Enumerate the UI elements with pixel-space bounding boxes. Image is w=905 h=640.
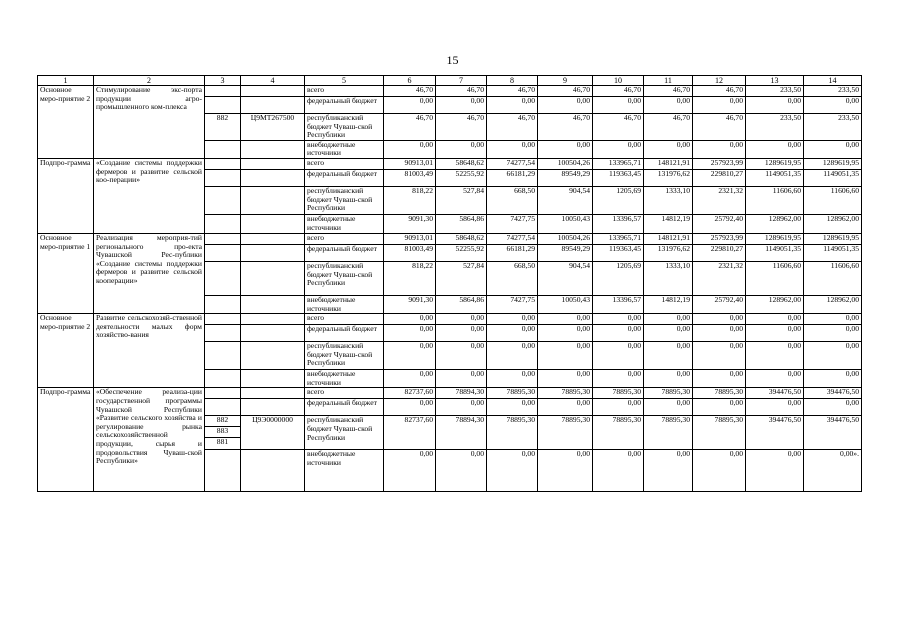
column-number: 8 [487, 76, 538, 86]
classification-code [241, 214, 305, 233]
amount-cell: 0,00 [693, 140, 746, 158]
amount-cell: 46,70 [593, 86, 644, 97]
amount-cell: 11606,60 [746, 261, 804, 295]
amount-cell: 1333,10 [644, 186, 693, 214]
amount-cell: 0,00 [804, 314, 862, 325]
amount-cell: 46,70 [644, 86, 693, 97]
amount-cell: 0,00 [804, 370, 862, 388]
amount-cell: 257923,99 [693, 233, 746, 244]
grbs-code [205, 86, 241, 97]
amount-cell: 0,00 [538, 370, 593, 388]
amount-cell: 78895,30 [538, 388, 593, 399]
amount-cell: 0,00 [644, 399, 693, 416]
amount-cell: 1149051,35 [746, 244, 804, 261]
funding-source: всего [305, 388, 384, 399]
amount-cell: 0,00 [538, 450, 593, 492]
column-number: 3 [205, 76, 241, 86]
amount-cell: 14812,19 [644, 295, 693, 313]
table-row [38, 158, 862, 169]
amount-cell: 10050,43 [538, 295, 593, 313]
amount-cell: 0,00 [487, 314, 538, 325]
grbs-code [205, 244, 241, 261]
amount-cell: 46,70 [593, 114, 644, 141]
amount-cell: 0,00 [593, 342, 644, 370]
funding-source: республиканский бюджет Чуваш-ской Республики [305, 342, 384, 370]
amount-cell: 229810,27 [693, 244, 746, 261]
amount-cell: 100504,26 [538, 158, 593, 169]
amount-cell: 119363,45 [593, 169, 644, 186]
amount-cell: 0,00 [693, 399, 746, 416]
amount-cell: 0,00 [593, 314, 644, 325]
amount-cell: 128962,00 [746, 295, 804, 313]
funding-source: всего [305, 233, 384, 244]
amount-cell: 5864,86 [436, 214, 487, 233]
amount-cell: 52255,92 [436, 244, 487, 261]
amount-cell: 46,70 [384, 114, 436, 141]
activity-type: Подпро-грамма [38, 158, 94, 233]
amount-cell: 131976,62 [644, 244, 693, 261]
column-number: 6 [384, 76, 436, 86]
column-number: 10 [593, 76, 644, 86]
funding-source: федеральный бюджет [305, 169, 384, 186]
amount-cell: 0,00 [804, 97, 862, 114]
amount-cell: 1289619,95 [746, 233, 804, 244]
amount-cell: 9091,30 [384, 295, 436, 313]
amount-cell: 74277,54 [487, 158, 538, 169]
amount-cell: 233,50 [746, 86, 804, 97]
amount-cell: 148121,91 [644, 233, 693, 244]
amount-cell: 0,00 [746, 370, 804, 388]
amount-cell: 0,00 [487, 342, 538, 370]
amount-cell: 0,00 [644, 450, 693, 492]
amount-cell: 0,00 [384, 370, 436, 388]
table-row [38, 86, 862, 97]
amount-cell: 0,00 [384, 450, 436, 492]
amount-cell: 25792,40 [693, 295, 746, 313]
table-body [38, 76, 862, 492]
grbs-code [205, 450, 241, 492]
grbs-code-item: 882 [205, 416, 240, 427]
amount-cell: 46,70 [436, 114, 487, 141]
activity-description: «Создание системы поддержки фермеров и развитие сельской коо-перации» [94, 158, 205, 233]
amount-cell: 78895,30 [693, 388, 746, 399]
table-row [38, 314, 862, 325]
amount-cell: 0,00 [487, 325, 538, 342]
amount-cell: 14812,19 [644, 214, 693, 233]
amount-cell: 78894,30 [436, 388, 487, 399]
amount-cell: 0,00 [644, 140, 693, 158]
grbs-code [205, 295, 241, 313]
amount-cell: 0,00 [746, 140, 804, 158]
activity-description: Стимулирование экс-порта продукции агро-промышленного ком-плекса [94, 86, 205, 159]
amount-cell: 394476,50 [746, 416, 804, 450]
amount-cell: 78895,30 [487, 388, 538, 399]
amount-cell: 5864,86 [436, 295, 487, 313]
amount-cell: 0,00 [693, 325, 746, 342]
amount-cell: 89549,29 [538, 169, 593, 186]
amount-cell: 0,00 [538, 399, 593, 416]
amount-cell: 0,00 [746, 97, 804, 114]
amount-cell: 0,00 [644, 370, 693, 388]
amount-cell: 0,00 [436, 325, 487, 342]
classification-code [241, 399, 305, 416]
grbs-code [205, 233, 241, 244]
amount-cell: 0,00 [538, 325, 593, 342]
funding-source: федеральный бюджет [305, 399, 384, 416]
amount-cell: 818,22 [384, 186, 436, 214]
funding-source: внебюджетные источники [305, 295, 384, 313]
header-row [38, 76, 862, 86]
grbs-code-item: 881 [216, 437, 229, 447]
amount-cell: 0,00 [746, 342, 804, 370]
amount-cell: 0,00 [693, 342, 746, 370]
column-number: 1 [38, 76, 94, 86]
amount-cell: 0,00 [384, 325, 436, 342]
amount-cell: 257923,99 [693, 158, 746, 169]
amount-cell: 0,00 [487, 450, 538, 492]
amount-cell: 131976,62 [644, 169, 693, 186]
amount-cell: 0,00 [746, 450, 804, 492]
classification-code [241, 450, 305, 492]
classification-code [241, 97, 305, 114]
amount-cell: 233,50 [746, 114, 804, 141]
amount-cell: 100504,26 [538, 233, 593, 244]
amount-cell: 0,00 [746, 325, 804, 342]
classification-code [241, 314, 305, 325]
funding-source: федеральный бюджет [305, 325, 384, 342]
amount-cell: 0,00 [644, 325, 693, 342]
grbs-code [205, 261, 241, 295]
amount-cell: 78895,30 [538, 416, 593, 450]
amount-cell: 119363,45 [593, 244, 644, 261]
amount-cell: 1149051,35 [804, 244, 862, 261]
funding-source: республиканский бюджет Чуваш-ской Республики [305, 261, 384, 295]
amount-cell: 58648,62 [436, 158, 487, 169]
amount-cell: 2321,32 [693, 186, 746, 214]
amount-cell: 1205,69 [593, 261, 644, 295]
grbs-code [205, 186, 241, 214]
grbs-code [205, 325, 241, 342]
funding-source: всего [305, 86, 384, 97]
amount-cell: 0,00 [538, 97, 593, 114]
amount-cell: 0,00 [693, 314, 746, 325]
amount-cell: 527,84 [436, 186, 487, 214]
amount-cell: 90913,01 [384, 233, 436, 244]
amount-cell: 0,00 [384, 97, 436, 114]
funding-source: всего [305, 314, 384, 325]
activity-description: Развитие сельскохозяй-ственной деятельности малых форм хозяйство-вания [94, 314, 205, 388]
amount-cell: 0,00 [436, 97, 487, 114]
classification-code [241, 158, 305, 169]
amount-cell: 13396,57 [593, 214, 644, 233]
amount-cell: 0,00 [487, 140, 538, 158]
amount-cell: 78895,30 [644, 388, 693, 399]
classification-code [241, 325, 305, 342]
amount-cell: 81003,49 [384, 244, 436, 261]
classification-code [241, 186, 305, 214]
column-number: 11 [644, 76, 693, 86]
amount-cell: 527,84 [436, 261, 487, 295]
amount-cell: 81003,49 [384, 169, 436, 186]
classification-code [241, 388, 305, 399]
activity-type: Основное меро-приятие 2 [38, 86, 94, 159]
amount-cell: 7427,75 [487, 214, 538, 233]
amount-cell: 1205,69 [593, 186, 644, 214]
amount-cell: 0,00 [644, 97, 693, 114]
amount-cell: 0,00 [593, 370, 644, 388]
amount-cell: 46,70 [538, 86, 593, 97]
amount-cell: 0,00 [693, 370, 746, 388]
grbs-code [205, 169, 241, 186]
amount-cell: 46,70 [487, 86, 538, 97]
amount-cell: 0,00 [693, 97, 746, 114]
amount-cell: 233,50 [804, 114, 862, 141]
column-number: 2 [94, 76, 205, 86]
classification-code [241, 140, 305, 158]
amount-cell: 233,50 [804, 86, 862, 97]
amount-cell: 668,50 [487, 261, 538, 295]
amount-cell: 1289619,95 [804, 158, 862, 169]
amount-cell: 0,00 [644, 314, 693, 325]
funding-source: внебюджетные источники [305, 450, 384, 492]
grbs-code [205, 342, 241, 370]
amount-cell: 78895,30 [593, 416, 644, 450]
classification-code [241, 169, 305, 186]
amount-cell: 66181,29 [487, 244, 538, 261]
amount-cell: 52255,92 [436, 169, 487, 186]
amount-cell: 78894,30 [436, 416, 487, 450]
grbs-code [205, 214, 241, 233]
amount-cell: 46,70 [384, 86, 436, 97]
classification-code: Ц9Э0000000 [241, 416, 305, 450]
funding-source: внебюджетные источники [305, 214, 384, 233]
activity-type: Основное меро-приятие 1 [38, 233, 94, 313]
amount-cell: 133965,71 [593, 233, 644, 244]
grbs-code [205, 370, 241, 388]
amount-cell: 66181,29 [487, 169, 538, 186]
amount-cell: 1289619,95 [746, 158, 804, 169]
amount-cell: 0,00 [593, 450, 644, 492]
funding-source: республиканский бюджет Чуваш-ской Республики [305, 416, 384, 450]
amount-cell: 0,00 [593, 325, 644, 342]
amount-cell: 13396,57 [593, 295, 644, 313]
amount-cell: 0,00 [538, 140, 593, 158]
funding-source: республиканский бюджет Чуваш-ской Республики [305, 186, 384, 214]
amount-cell: 11606,60 [746, 186, 804, 214]
amount-cell: 0,00 [384, 140, 436, 158]
amount-cell: 46,70 [538, 114, 593, 141]
amount-cell: 0,00 [436, 314, 487, 325]
amount-cell: 668,50 [487, 186, 538, 214]
grbs-code-item: 883 [205, 427, 240, 438]
column-number: 12 [693, 76, 746, 86]
amount-cell: 394476,50 [804, 416, 862, 450]
amount-cell: 78895,30 [487, 416, 538, 450]
amount-cell: 394476,50 [746, 388, 804, 399]
amount-cell: 9091,30 [384, 214, 436, 233]
amount-cell: 0,00 [487, 97, 538, 114]
amount-cell: 0,00 [746, 314, 804, 325]
amount-cell: 11606,60 [804, 186, 862, 214]
column-number: 14 [804, 76, 862, 86]
amount-cell: 0,00 [436, 399, 487, 416]
grbs-code [205, 140, 241, 158]
amount-cell: 7427,75 [487, 295, 538, 313]
amount-cell: 0,00 [804, 342, 862, 370]
amount-cell: 0,00 [644, 342, 693, 370]
funding-source: федеральный бюджет [305, 97, 384, 114]
amount-cell: 1289619,95 [804, 233, 862, 244]
table-row [38, 388, 862, 399]
column-number: 4 [241, 76, 305, 86]
amount-cell: 133965,71 [593, 158, 644, 169]
amount-cell: 0,00 [538, 342, 593, 370]
amount-cell: 0,00 [436, 140, 487, 158]
amount-cell: 0,00 [804, 140, 862, 158]
funding-source: внебюджетные источники [305, 370, 384, 388]
budget-table [37, 75, 862, 492]
amount-cell: 128962,00 [746, 214, 804, 233]
amount-cell: 46,70 [693, 86, 746, 97]
amount-cell: 90913,01 [384, 158, 436, 169]
amount-cell: 0,00 [538, 314, 593, 325]
amount-cell: 394476,50 [804, 388, 862, 399]
amount-cell: 904,54 [538, 186, 593, 214]
amount-cell: 46,70 [644, 114, 693, 141]
grbs-code [205, 416, 241, 450]
amount-cell: 0,00 [436, 370, 487, 388]
grbs-code: 882 [205, 114, 241, 141]
amount-cell: 1149051,35 [804, 169, 862, 186]
page-number: 15 [446, 53, 459, 67]
classification-code [241, 295, 305, 313]
amount-cell: 74277,54 [487, 233, 538, 244]
amount-cell: 78895,30 [644, 416, 693, 450]
amount-cell: 0,00 [436, 450, 487, 492]
amount-cell: 128962,00 [804, 295, 862, 313]
amount-cell: 2321,32 [693, 261, 746, 295]
activity-description: «Обеспечение реализа-ции государственной программы Чувашской Республики «Развитие сельского хозяйства и регулирование рынка сельскохозяйственной продукции, сырья и продовольствия Чуваш-ской Республики» [94, 388, 205, 492]
amount-cell: 1333,10 [644, 261, 693, 295]
column-number: 13 [746, 76, 804, 86]
amount-cell: 1149051,35 [746, 169, 804, 186]
amount-cell: 78895,30 [693, 416, 746, 450]
column-number: 5 [305, 76, 384, 86]
amount-cell: 0,00 [436, 342, 487, 370]
amount-cell: 46,70 [487, 114, 538, 141]
amount-cell: 89549,29 [538, 244, 593, 261]
amount-cell: 78895,30 [593, 388, 644, 399]
amount-cell: 818,22 [384, 261, 436, 295]
amount-cell: 10050,43 [538, 214, 593, 233]
amount-cell: 46,70 [693, 114, 746, 141]
classification-code [241, 86, 305, 97]
amount-cell: 0,00 [384, 342, 436, 370]
amount-cell: 0,00 [593, 140, 644, 158]
grbs-code [205, 399, 241, 416]
amount-cell: 0,00 [593, 97, 644, 114]
amount-cell: 0,00 [693, 450, 746, 492]
amount-cell: 0,00 [593, 399, 644, 416]
amount-cell: 904,54 [538, 261, 593, 295]
amount-cell: 0,00 [804, 399, 862, 416]
amount-cell: 82737,60 [384, 388, 436, 399]
funding-source: федеральный бюджет [305, 244, 384, 261]
activity-type: Подпро-грамма [38, 388, 94, 492]
activity-description: Реализация мероприя-тий регионального про-екта Чувашской Рес-публики «Создание системы поддержки фермеров и развитие сельской кооперации» [94, 233, 205, 313]
classification-code [241, 233, 305, 244]
amount-cell: 148121,91 [644, 158, 693, 169]
table-row [38, 233, 862, 244]
amount-cell: 128962,00 [804, 214, 862, 233]
amount-cell: 0,00». [804, 450, 862, 492]
amount-cell: 0,00 [487, 370, 538, 388]
amount-cell: 0,00 [804, 325, 862, 342]
classification-code: Ц9МТ267500 [241, 114, 305, 141]
funding-source: всего [305, 158, 384, 169]
grbs-code [205, 314, 241, 325]
funding-source: республиканский бюджет Чуваш-ской Республики [305, 114, 384, 141]
column-number: 7 [436, 76, 487, 86]
amount-cell: 0,00 [487, 399, 538, 416]
amount-cell: 229810,27 [693, 169, 746, 186]
activity-type: Основное меро-приятие 2 [38, 314, 94, 388]
amount-cell: 46,70 [436, 86, 487, 97]
column-number: 9 [538, 76, 593, 86]
classification-code [241, 370, 305, 388]
amount-cell: 0,00 [746, 399, 804, 416]
amount-cell: 82737,60 [384, 416, 436, 450]
classification-code [241, 261, 305, 295]
amount-cell: 11606,60 [804, 261, 862, 295]
amount-cell: 58648,62 [436, 233, 487, 244]
amount-cell: 0,00 [384, 314, 436, 325]
grbs-code [205, 97, 241, 114]
amount-cell: 0,00 [384, 399, 436, 416]
funding-source: внебюджетные источники [305, 140, 384, 158]
classification-code [241, 342, 305, 370]
grbs-code [205, 388, 241, 399]
amount-cell: 25792,40 [693, 214, 746, 233]
classification-code [241, 244, 305, 261]
grbs-code [205, 158, 241, 169]
